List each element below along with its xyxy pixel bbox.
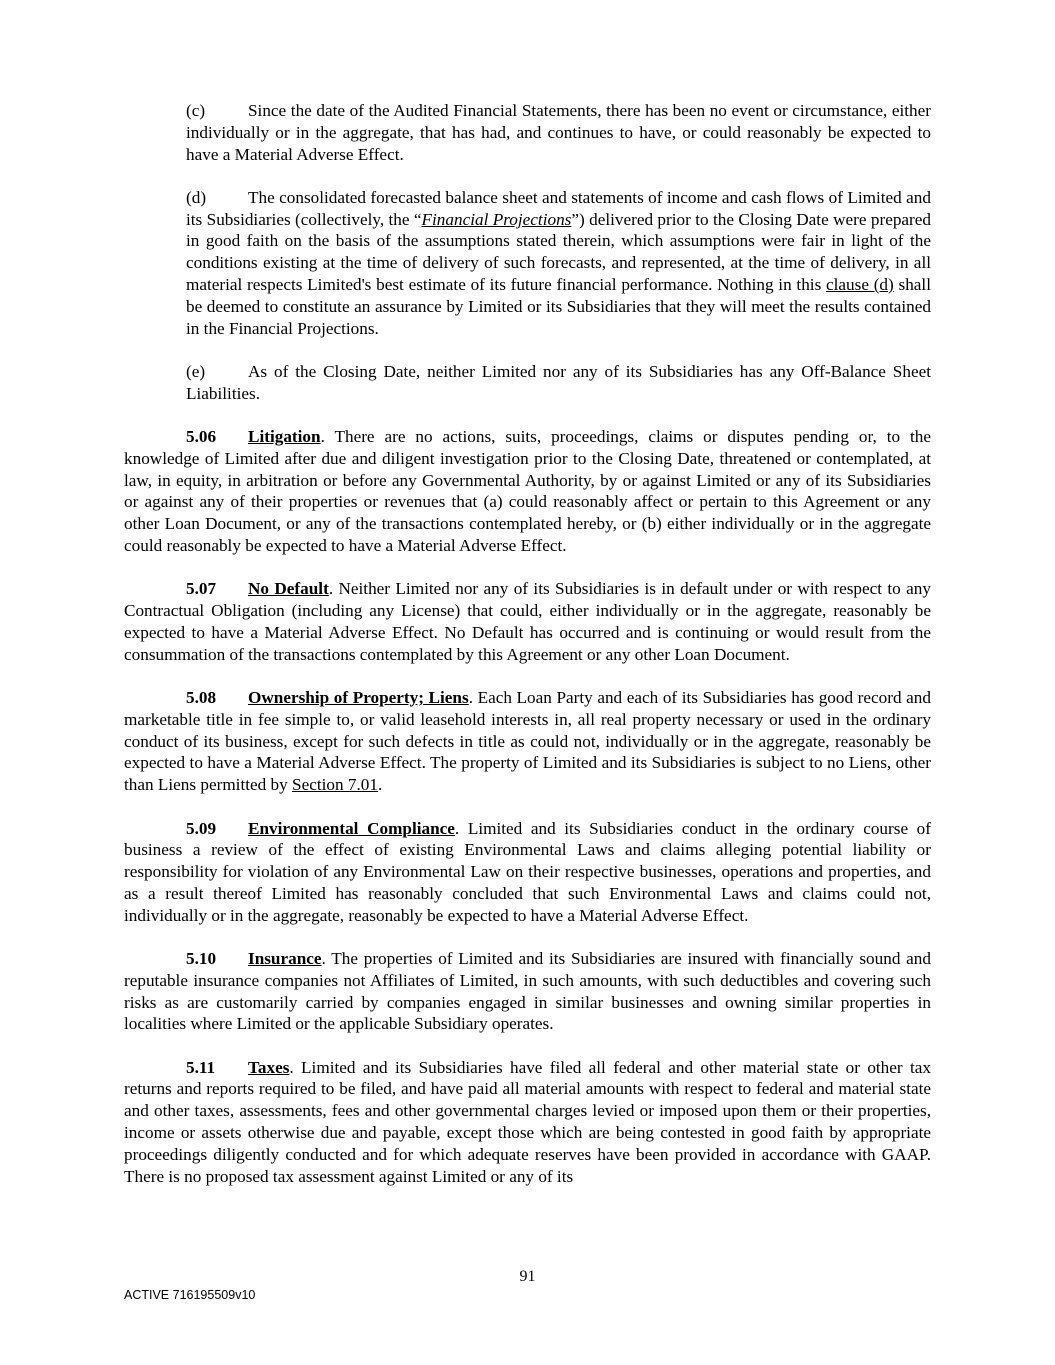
section-text: . Neither Limited nor any of its Subsidiaries is in default under or with respect to any Contractual Obligation (including any License) that could, either individually or in the aggregate, reasonably be expected to have a Material Adverse Effect. No Default has occurred and is continuing or would result from the consummation of the transactions contemplated by this Agreement or any other Loan Document. <box>124 579 931 664</box>
page-number: 91 <box>519 1268 536 1285</box>
section-5-06 <box>124 426 931 557</box>
paragraph-e <box>186 361 931 405</box>
section-number: 5.08 <box>186 688 217 708</box>
section-title: Litigation <box>248 427 321 447</box>
cross-reference: Section 7.01 <box>292 775 378 795</box>
section-text: . There are no actions, suits, proceedings, claims or disputes pending or, to the knowledge of Limited after due and diligent investigation prior to the Closing Date, threatened or contemplated, at law, in equity, in arbitration or before any Governmental Authority, by or against Limited or any of its Subsidiaries or against any of their properties or revenues that (a) could reasonably affect or pertain to this Agreement or any other Loan Document, or any of the transactions contemplated hereby, or (b) either individually or in the aggregate could reasonably be expected to have a Material Adverse Effect. <box>124 427 931 556</box>
section-number: 5.06 <box>186 427 217 447</box>
section-text-end: . <box>377 775 383 795</box>
defined-term: Financial Projections <box>421 209 572 229</box>
section-text: . Limited and its Subsidiaries have filed all federal and other material state or other tax returns and reports required to be filed, and have paid all material amounts with respect to federal and material state and other taxes, assessments, fees and other governmental charges levied or imposed upon them or their properties, income or assets otherwise due and payable, except those which are being contested in good faith by appropriate proceedings diligently conducted and for which adequate reserves have been provided in accordance with GAAP. There is no proposed tax assessment against Limited or any of its <box>124 1057 931 1186</box>
section-5-11 <box>124 1057 931 1188</box>
paragraph-text: As of the Closing Date, neither Limited nor any of its Subsidiaries has any Off-Balance Sheet Liabilities. <box>186 361 931 403</box>
section-number: 5.09 <box>186 818 217 838</box>
paragraph-text: ”) delivered prior to the Closing Date were prepared in good faith on the basis of the assumptions stated therein, which assumptions were fair in light of the conditions existing at the time of delivery of such forecasts, and represented, at the time of delivery, in all material respects Limited's best estimate of its future financial performance. Nothing in this <box>186 209 931 295</box>
section-5-08 <box>124 687 931 796</box>
section-number: 5.10 <box>186 949 217 968</box>
paragraph-label: (e) <box>186 361 206 381</box>
section-title: No Default <box>248 579 329 599</box>
section-5-07 <box>124 578 931 665</box>
section-title: Insurance <box>248 949 322 968</box>
section-text: . The properties of Limited and its Subsidiaries are insured with financially sound and reputable insurance companies not Affiliates of Limited, in such amounts, with such deductibles and covering such risks as are customarily carried by companies engaged in similar businesses and owning similar properties in localities where Limited or the applicable Subsidiary operates. <box>124 949 931 1034</box>
paragraph-label: (c) <box>186 101 206 120</box>
section-number: 5.07 <box>186 579 217 599</box>
section-5-10 <box>124 948 931 1035</box>
paragraph-text: Since the date of the Audited Financial Statements, there has been no event or circumstance, either individually or in the aggregate, that has had, and continues to have, or could reasonably be expected to have a Material Adverse Effect. <box>186 101 931 164</box>
section-title: Environmental Compliance <box>248 818 455 838</box>
document-id: ACTIVE 716195509v10 <box>124 1288 256 1302</box>
section-text: . Limited and its Subsidiaries conduct in the ordinary course of business a review of the effect of existing Environmental Laws and claims alleging potential liability or responsibility for violation of any Environmental Law on their respective businesses, operations and properties, and as a result thereof Limited has reasonably concluded that such Environmental Laws and claims could not, individually or in the aggregate, reasonably be expected to have a Material Adverse Effect. <box>124 818 931 925</box>
paragraph-text: shall be deemed to constitute an assurance by Limited or its Subsidiaries that they will meet the results contained in the Financial Projections. <box>186 275 931 338</box>
section-text: . Each Loan Party and each of its Subsidiaries has good record and marketable title in fee simple to, or valid leasehold interests in, all real property necessary or used in the ordinary conduct of its business, except for such defects in title as could not, individually or in the aggregate, reasonably be expected to have a Material Adverse Effect. The property of Limited and its Subsidiaries is subject to no Liens, other than Liens permitted by <box>124 688 931 795</box>
cross-reference: clause (d) <box>826 275 894 295</box>
paragraph-text: The consolidated forecasted balance sheet and statements of income and cash flows of Limited and its Subsidiaries (collectively, the “ <box>186 187 931 229</box>
paragraph-label: (d) <box>186 187 207 207</box>
section-title: Ownership of Property; Liens <box>248 688 469 708</box>
paragraph-d <box>186 187 931 340</box>
section-title: Taxes <box>248 1057 290 1077</box>
paragraph-c <box>186 100 931 165</box>
section-5-09 <box>124 818 931 927</box>
document-body <box>124 100 931 1209</box>
section-number: 5.11 <box>186 1057 216 1077</box>
